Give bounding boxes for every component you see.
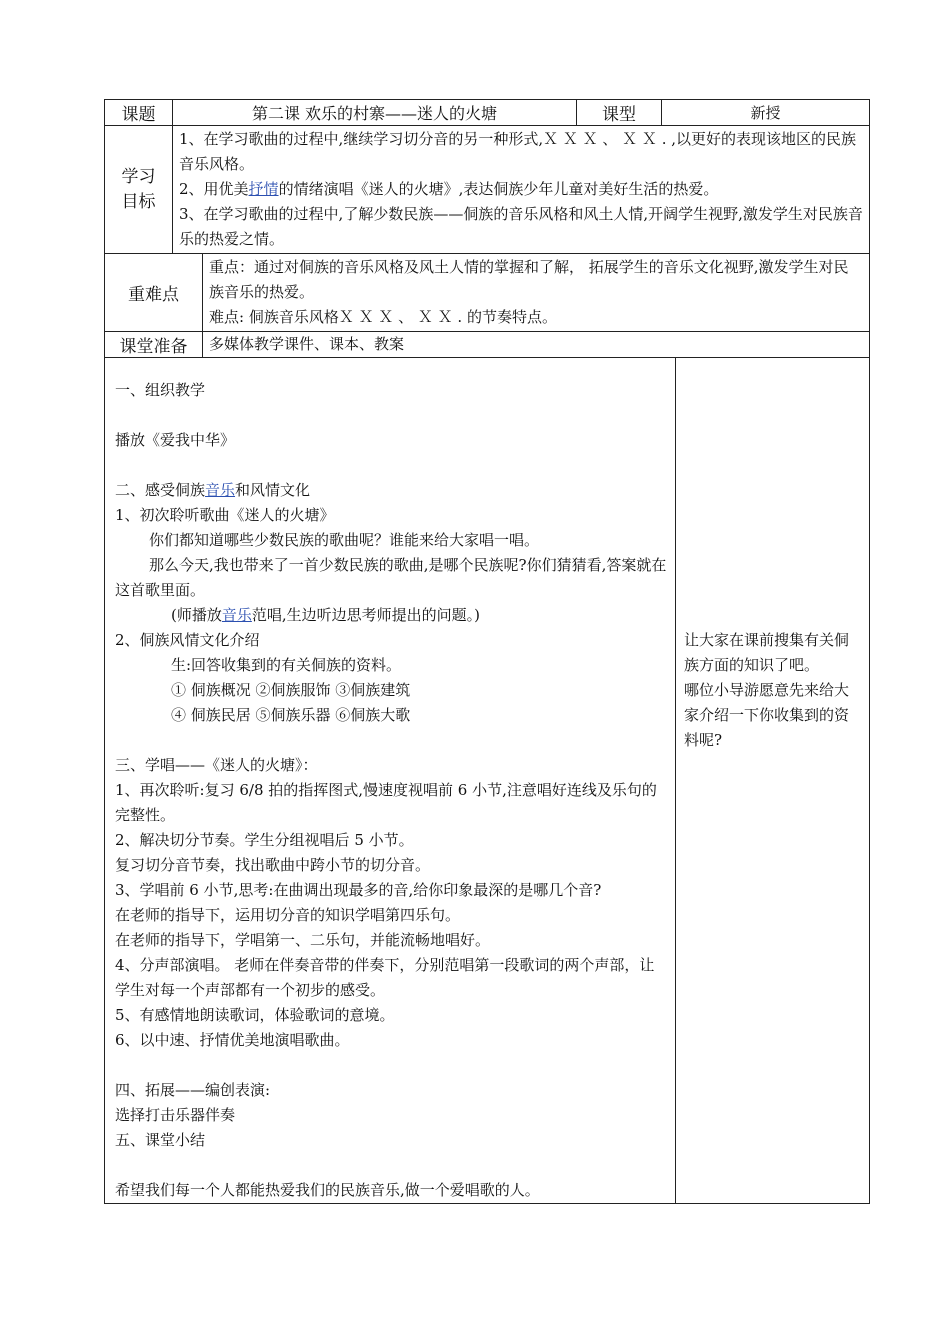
section-3-item-4: 4、分声部演唱。 老师在伴奏音带的伴奏下，分别范唱第一段歌词的两个声部，让学生对每一个声部都有一个初步的感受。 <box>115 956 655 999</box>
objective-item-2: 2、用优美抒情的情绪演唱《迷人的火塘》,表达侗族少年儿童对美好生活的热爱。 <box>179 180 719 198</box>
section-4-line: 选择打击乐器伴奏 <box>115 1106 236 1124</box>
section-2-item-2a: 生:回答收集到的有关侗族的资料。 <box>171 656 402 674</box>
lesson-plan <box>104 99 869 1204</box>
section-2-item-1a: 你们都知道哪些少数民族的歌曲呢？谁能来给大家唱一唱。 <box>149 531 540 549</box>
section-4-title: 四、拓展——编创表演: <box>115 1081 271 1099</box>
music-link[interactable]: 音乐 <box>205 481 236 499</box>
section-2-item-1c: (师播放音乐范唱,生边听边思考师提出的问题。) <box>171 606 480 624</box>
key-focus: 重点：通过对侗族的音乐风格及风土人情的掌握和了解， 拓展学生的音乐文化视野,激发学生对民族音乐的热爱。 <box>209 258 849 301</box>
section-3-item-2: 2、解决切分节奏。学生分组视唱后 5 小节。 <box>115 831 414 849</box>
music-link-2[interactable]: 音乐 <box>221 606 252 624</box>
side-note-line1: 让大家在课前搜集有关侗族方面的知识了吧。 <box>684 631 850 674</box>
section-3-item-6: 6、以中速、抒情优美地演唱歌曲。 <box>115 1031 350 1049</box>
objectives-label <box>105 126 173 254</box>
objectives-label-line1: 学习 <box>121 166 156 187</box>
key-points-row <box>105 254 870 332</box>
objectives-label-line2: 目标 <box>121 191 156 212</box>
lesson-plan-table <box>104 99 870 1204</box>
section-2-item-1b: 那么今天,我也带来了一首少数民族的歌曲,是哪个民族呢?你们猜猜看,答案就在这首歌里面。 <box>115 556 667 599</box>
preparation-label: 课堂准备 <box>105 332 203 358</box>
type-label: 课型 <box>577 100 662 126</box>
section-3-item-3b: 在老师的指导下，学唱第一、二乐句，并能流畅地唱好。 <box>115 931 491 949</box>
section-2-item-2b: ① 侗族概况 ②侗族服饰 ③侗族建筑 <box>171 681 411 699</box>
objective-item-1: 1、在学习歌曲的过程中,继续学习切分音的另一种形式,Ｘ Ｘ Ｘ 、 Ｘ Ｘ . ,以更好的表现该地区的民族音乐风格。 <box>179 130 856 173</box>
preparation-value: 多媒体教学课件、课本、教案 <box>203 332 870 358</box>
topic-value: 第二课 欢乐的村寨——迷人的火塘 <box>173 100 577 126</box>
side-note-line2: 哪位小导游愿意先来给大家介绍一下你收集到的资料呢? <box>684 681 850 749</box>
section-2-item-2: 2、侗族风情文化介绍 <box>115 631 260 649</box>
section-2-item-1: 1、初次聆听歌曲《迷人的火塘》 <box>115 506 335 524</box>
objectives-content <box>173 126 870 254</box>
topic-label: 课题 <box>105 100 173 126</box>
section-5-line: 希望我们每一个人都能热爱我们的民族音乐,做一个爱唱歌的人。 <box>115 1181 540 1199</box>
key-difficulty: 难点: 侗族音乐风格Ｘ Ｘ Ｘ 、 Ｘ Ｘ . 的节奏特点。 <box>209 308 557 326</box>
section-1-title: 一、组织教学 <box>115 381 206 399</box>
preparation-row <box>105 332 870 358</box>
section-5-title: 五、课堂小结 <box>115 1131 206 1149</box>
key-points-content <box>203 254 870 332</box>
objectives-row <box>105 126 870 254</box>
objective-item-3: 3、在学习歌曲的过程中,了解少数民族——侗族的音乐风格和风土人情,开阔学生视野,激发学生对民族音乐的热爱之情。 <box>179 205 863 248</box>
key-points-label: 重难点 <box>105 254 203 332</box>
section-3-item-1: 1、再次聆听:复习 6/8 拍的指挥图式,慢速度视唱前 6 小节,注意唱好连线及乐句的完整性。 <box>115 781 657 824</box>
process-content <box>105 358 676 1204</box>
section-3-item-3: 3、学唱前 6 小节,思考:在曲调出现最多的音,给你印象最深的是哪几个音? <box>115 881 602 899</box>
lyric-link[interactable]: 抒情 <box>248 180 279 198</box>
process-row <box>105 358 870 1204</box>
section-3-item-5: 5、有感情地朗读歌词，体验歌词的意境。 <box>115 1006 395 1024</box>
type-value: 新授 <box>662 100 870 126</box>
section-3-item-3a: 在老师的指导下，运用切分音的知识学唱第四乐句。 <box>115 906 461 924</box>
header-row <box>105 100 870 126</box>
section-3-title: 三、学唱——《迷人的火塘》： <box>115 756 318 774</box>
section-1-line: 播放《爱我中华》 <box>115 431 236 449</box>
section-2-item-2c: ④ 侗族民居 ⑤侗族乐器 ⑥侗族大歌 <box>171 706 411 724</box>
side-note <box>676 358 870 1204</box>
section-3-item-2a: 复习切分音节奏，找出歌曲中跨小节的切分音。 <box>115 856 431 874</box>
section-2-title: 二、感受侗族音乐和风情文化 <box>115 481 311 499</box>
